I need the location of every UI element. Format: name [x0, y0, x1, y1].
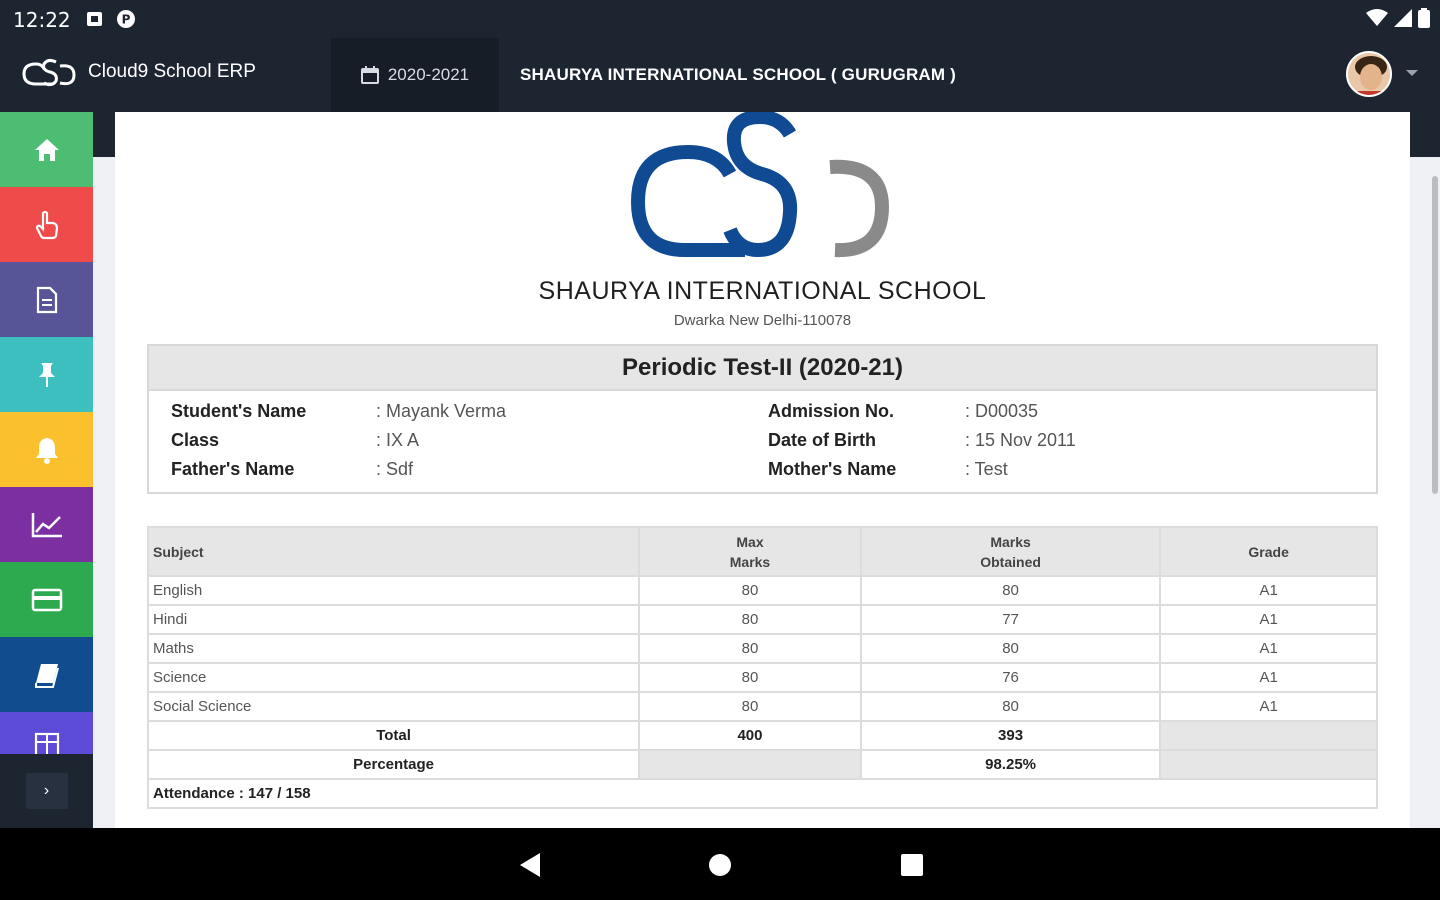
- back-triangle-icon: [518, 852, 542, 878]
- sidebar-toggle-button[interactable]: [0, 754, 93, 828]
- page-scrollbar[interactable]: [1432, 176, 1438, 494]
- avatar-image: [1348, 53, 1392, 97]
- table-row: [148, 634, 1377, 663]
- brand[interactable]: [22, 56, 256, 88]
- max-marks-cell: 80: [639, 692, 861, 721]
- percentage-grade-empty: [1160, 750, 1377, 779]
- grade-header: Grade: [1160, 527, 1377, 576]
- marks-obtained-cell: 80: [861, 634, 1161, 663]
- grade-cell: A1: [1160, 634, 1377, 663]
- class-label: Class: [171, 430, 220, 450]
- status-time: 12:22: [13, 8, 71, 32]
- cloud9-logo-icon: [22, 56, 76, 88]
- user-avatar[interactable]: [1346, 51, 1392, 97]
- max-marks-cell: 80: [639, 634, 861, 663]
- total-max-marks: 400: [639, 721, 861, 750]
- max-marks-cell: 80: [639, 663, 861, 692]
- app-notification-icon: [116, 9, 136, 29]
- sidebar-item-timetable[interactable]: [0, 712, 93, 754]
- table-row: [148, 576, 1377, 605]
- marks-obtained-cell: 76: [861, 663, 1161, 692]
- status-bar: [0, 0, 1440, 38]
- total-marks-obtained: 393: [861, 721, 1161, 750]
- sidebar: [0, 112, 93, 828]
- notification-icon: [85, 9, 105, 29]
- home-button[interactable]: [705, 850, 735, 880]
- hand-pointer-icon: [33, 210, 61, 240]
- school-address: Dwarka New Delhi-110078: [673, 312, 852, 329]
- file-icon: [35, 286, 59, 314]
- total-grade-empty: [1160, 721, 1377, 750]
- mother-name-value: : Test: [965, 459, 1008, 479]
- percentage-empty: [639, 750, 861, 779]
- father-name-value: : Sdf: [376, 459, 414, 479]
- sidebar-item-pins[interactable]: [0, 337, 93, 412]
- father-name-label: Father's Name: [171, 459, 295, 479]
- app-name: Cloud9 School ERP: [88, 61, 256, 82]
- marks-table: [147, 526, 1378, 809]
- grade-cell: A1: [1160, 576, 1377, 605]
- sidebar-item-home[interactable]: [0, 112, 93, 187]
- table-row: [148, 692, 1377, 721]
- table-row: [148, 663, 1377, 692]
- total-label: Total: [148, 721, 639, 750]
- sidebar-item-reports[interactable]: [0, 487, 93, 562]
- chart-line-icon: [30, 511, 64, 539]
- calendar-grid-icon: [34, 732, 60, 754]
- attendance-row: [148, 779, 1377, 808]
- svg-text:P: P: [121, 12, 131, 27]
- system-navigation-bar: [0, 828, 1440, 900]
- class-value: : IX A: [376, 430, 420, 450]
- percentage-label: Percentage: [148, 750, 639, 779]
- grade-cell: A1: [1160, 605, 1377, 634]
- attendance-text: Attendance : 147 / 158: [148, 779, 1377, 808]
- student-info-panel: [147, 344, 1378, 494]
- subject-cell: Hindi: [148, 605, 639, 634]
- admission-no-label: Admission No.: [768, 401, 895, 421]
- signal-icon: [1394, 9, 1412, 27]
- max-marks-cell: 80: [639, 605, 861, 634]
- wifi-icon: [1366, 9, 1388, 27]
- max-marks-header: Max Marks: [639, 527, 861, 576]
- school-logo: [630, 112, 895, 264]
- test-title: Periodic Test-II (2020-21): [149, 346, 1376, 391]
- subject-cell: Social Science: [148, 692, 639, 721]
- marks-obtained-cell: 80: [861, 576, 1161, 605]
- marks-obtained-header: Marks Obtained: [861, 527, 1161, 576]
- dob-label: Date of Birth: [768, 430, 876, 450]
- pin-icon: [36, 361, 58, 389]
- percentage-value: 98.25%: [861, 750, 1161, 779]
- student-name-value: : Mayank Verma: [376, 401, 507, 421]
- school-name: SHAURYA INTERNATIONAL SCHOOL: [538, 277, 987, 305]
- table-header-row: [148, 527, 1377, 576]
- home-icon: [33, 137, 61, 163]
- subject-header: Subject: [148, 527, 639, 576]
- recents-square-icon: [900, 853, 924, 877]
- calendar-icon: [361, 66, 379, 84]
- sidebar-item-books[interactable]: [0, 637, 93, 712]
- admission-no-value: : D00035: [965, 401, 1039, 421]
- student-name-label: Student's Name: [171, 401, 307, 421]
- subject-cell: Science: [148, 663, 639, 692]
- app-header: [0, 38, 1440, 112]
- recents-button[interactable]: [897, 850, 927, 880]
- report-card: [115, 112, 1410, 828]
- home-circle-icon: [708, 853, 732, 877]
- sidebar-item-fees[interactable]: [0, 562, 93, 637]
- grade-cell: A1: [1160, 663, 1377, 692]
- credit-card-icon: [31, 587, 63, 613]
- marks-obtained-cell: 80: [861, 692, 1161, 721]
- sidebar-item-attendance[interactable]: [0, 187, 93, 262]
- battery-icon: [1418, 8, 1430, 28]
- table-row: [148, 605, 1377, 634]
- back-button[interactable]: [515, 850, 545, 880]
- user-menu-caret-icon[interactable]: [1406, 70, 1418, 76]
- school-header-title: SHAURYA INTERNATIONAL SCHOOL ( GURUGRAM ): [520, 65, 957, 84]
- max-marks-cell: 80: [639, 576, 861, 605]
- grade-cell: A1: [1160, 692, 1377, 721]
- marks-obtained-cell: 77: [861, 605, 1161, 634]
- mother-name-label: Mother's Name: [768, 459, 897, 479]
- bell-icon: [34, 436, 60, 464]
- session-label: 2020-2021: [387, 65, 470, 84]
- subject-cell: Maths: [148, 634, 639, 663]
- dob-value: : 15 Nov 2011: [965, 430, 1076, 450]
- sidebar-item-notifications[interactable]: [0, 412, 93, 487]
- sidebar-item-documents[interactable]: [0, 262, 93, 337]
- percentage-row: [148, 750, 1377, 779]
- session-selector[interactable]: [331, 38, 499, 112]
- book-icon: [33, 661, 61, 689]
- total-row: [148, 721, 1377, 750]
- subject-cell: English: [148, 576, 639, 605]
- chevron-right-icon: ›: [26, 773, 68, 809]
